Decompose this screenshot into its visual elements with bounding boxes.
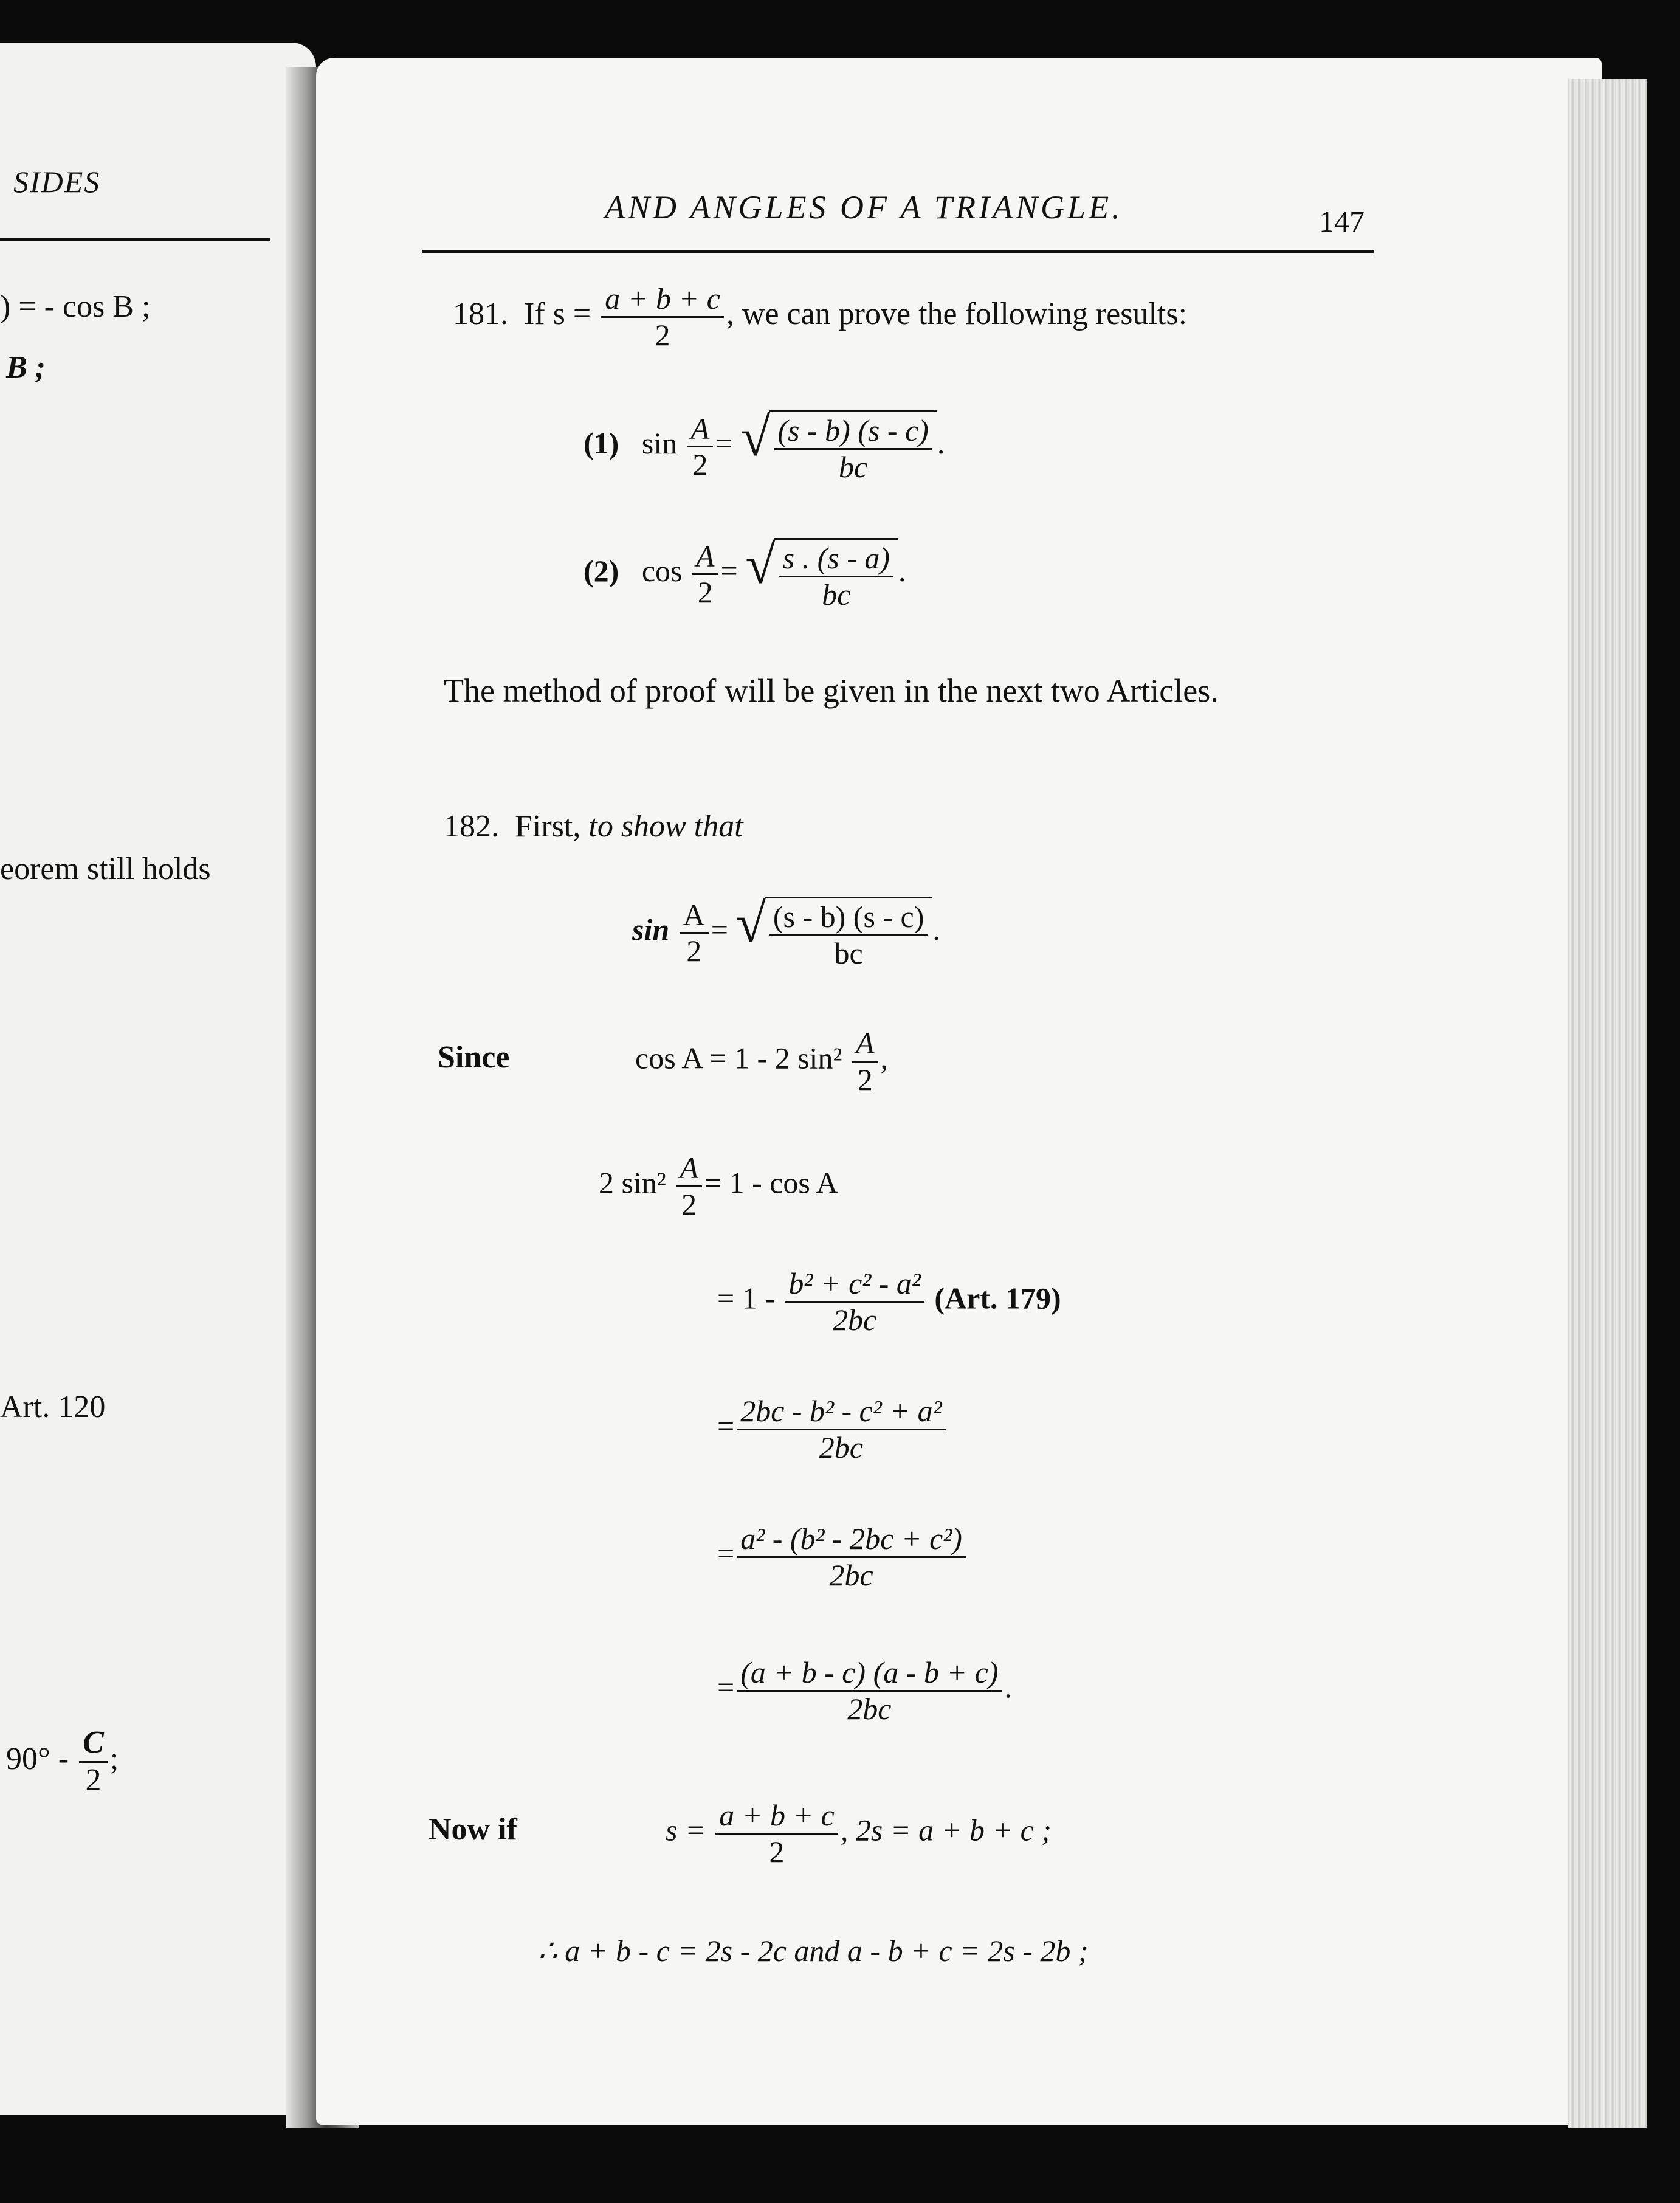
- now-eq-pre: s =: [666, 1813, 706, 1847]
- result-2: (2) cos $\frac{A}{2}$ = √ $\frac{s . (s - a)}{bc}$ .: [584, 535, 906, 612]
- left-line-1: ) = - cos B ;: [0, 289, 151, 324]
- art182-number: 182.: [444, 809, 499, 844]
- left-line-5: [6, 1726, 119, 1797]
- result-2-half: [692, 540, 718, 608]
- left-line-5-fraction: [79, 1726, 108, 1797]
- result-1-den: bc: [838, 449, 868, 484]
- left-page: [0, 43, 316, 2115]
- left-line-3: eorem still holds: [0, 852, 211, 886]
- left-running-head: SIDES: [13, 165, 101, 199]
- therefore-line: ∴ a + b - c = 2s - 2c and a - b + c = 2s - 2b ;: [538, 1934, 1089, 1968]
- s-def-den: 2: [655, 317, 670, 352]
- target-fn: sin: [632, 912, 670, 946]
- art181-rest: , we can prove the following results:: [726, 296, 1188, 331]
- now-den: 2: [769, 1834, 785, 1869]
- result-2-num: s . (s - a): [779, 542, 893, 577]
- result-1-num: (s - b) (s - c): [774, 415, 932, 450]
- result-2-sqrt: [745, 535, 898, 612]
- result-2-den: bc: [822, 577, 851, 612]
- s-definition-fraction: [601, 283, 724, 351]
- running-head: AND ANGLES OF A TRIANGLE.: [605, 189, 1123, 226]
- eq2-right: = 1 - cos A: [704, 1165, 838, 1200]
- result-1-label: (1): [584, 426, 619, 460]
- result-1-fn: sin: [641, 426, 678, 460]
- eq2-half-den: 2: [681, 1187, 697, 1221]
- eq6-num: (a + b - c) (a - b + c): [737, 1657, 1002, 1692]
- equation-4: = $\frac{\text{2bc - b² - c² + a²}}{2bc}$: [717, 1395, 948, 1463]
- since-half-den: 2: [857, 1062, 873, 1097]
- eq4-den: 2bc: [819, 1430, 863, 1464]
- left-line-4: Art. 120: [0, 1390, 106, 1424]
- result-1: (1) sin $\frac{A}{2}$ = √ $\frac{(s - b) (s - c)}{bc}$ .: [584, 407, 945, 484]
- since-equation: cos A = 1 - 2 sin² $\frac{A}{2}$ ,: [635, 1026, 888, 1097]
- art182-heading: [444, 808, 743, 844]
- eq4-num: 2bc - b² - c² + a²: [737, 1395, 945, 1430]
- equation-2: [599, 1152, 838, 1220]
- radical-sign: √: [745, 535, 776, 595]
- equation-5: = $\frac{\text{a² - (b² - 2bc + c²)}}{2bc}$: [717, 1523, 968, 1591]
- eq6-den: 2bc: [847, 1691, 892, 1726]
- eq2-half-num: A: [676, 1152, 702, 1187]
- left-header-rule: [0, 238, 270, 241]
- equation-3: [717, 1267, 1061, 1336]
- result-2-half-den: 2: [697, 575, 713, 609]
- target-half-num: A: [680, 899, 709, 934]
- target-den: bc: [834, 936, 863, 970]
- page-number: 147: [1319, 204, 1365, 238]
- result-2-label: (2): [584, 553, 619, 588]
- art181-if: If s =: [524, 296, 591, 331]
- header-rule: [422, 250, 1374, 253]
- page-edges: [1568, 79, 1647, 2128]
- left-line-5-suffix: ;: [109, 1742, 119, 1777]
- result-1-half-den: 2: [692, 447, 708, 481]
- result-2-fn: cos: [641, 553, 683, 588]
- left-line-5-den: 2: [85, 1762, 102, 1798]
- art182-target: sin $\frac{A}{2}$ = √ $\frac{(s - b) (s - c)}{bc}$ .: [632, 894, 940, 970]
- now-if-label: Now if: [429, 1812, 517, 1847]
- art182-to-show: to show that: [588, 809, 743, 844]
- eq2-left: 2 sin²: [599, 1165, 674, 1200]
- eq5-den: 2bc: [829, 1557, 873, 1592]
- target-num: (s - b) (s - c): [769, 901, 928, 936]
- eq5-num: a² - (b² - 2bc + c²): [737, 1523, 966, 1558]
- eq3-num: b² + c² - a²: [785, 1267, 924, 1303]
- target-half-den: 2: [686, 934, 702, 968]
- left-line-5-num: C: [79, 1726, 108, 1763]
- now-if-equation: [666, 1799, 1052, 1867]
- eq3-ref: (Art. 179): [934, 1281, 1061, 1315]
- left-line-2: B ;: [6, 350, 46, 385]
- left-line-5-prefix: 90° -: [6, 1742, 69, 1777]
- target-half: [680, 899, 709, 967]
- result-1-half-num: A: [687, 413, 714, 448]
- since-label: Since: [438, 1040, 510, 1075]
- target-sqrt: [735, 894, 932, 970]
- s-def-num: a + b + c: [601, 283, 724, 318]
- since-eq-text: cos A = 1 - 2 sin²: [635, 1041, 850, 1075]
- result-1-half: [687, 413, 714, 481]
- since-half-num: A: [852, 1027, 878, 1063]
- equation-6: = $\frac{(a + b - c) (a - b + c)}{2bc}$ .: [717, 1655, 1012, 1726]
- radical-sign: √: [735, 894, 766, 954]
- eq3-pre: = 1 -: [717, 1281, 775, 1315]
- result-1-sqrt: [740, 407, 937, 484]
- result-2-half-num: A: [692, 540, 718, 576]
- now-eq-post: , 2s = a + b + c ;: [840, 1813, 1052, 1847]
- eq3-den: 2bc: [833, 1302, 877, 1337]
- art181-intro: [453, 283, 1187, 351]
- method-sentence: The method of proof will be given in the next two Articles.: [444, 672, 1219, 709]
- art181-number: 181.: [453, 296, 508, 331]
- art182-first: First,: [515, 809, 581, 844]
- radical-sign: √: [740, 407, 771, 467]
- now-num: a + b + c: [715, 1799, 838, 1835]
